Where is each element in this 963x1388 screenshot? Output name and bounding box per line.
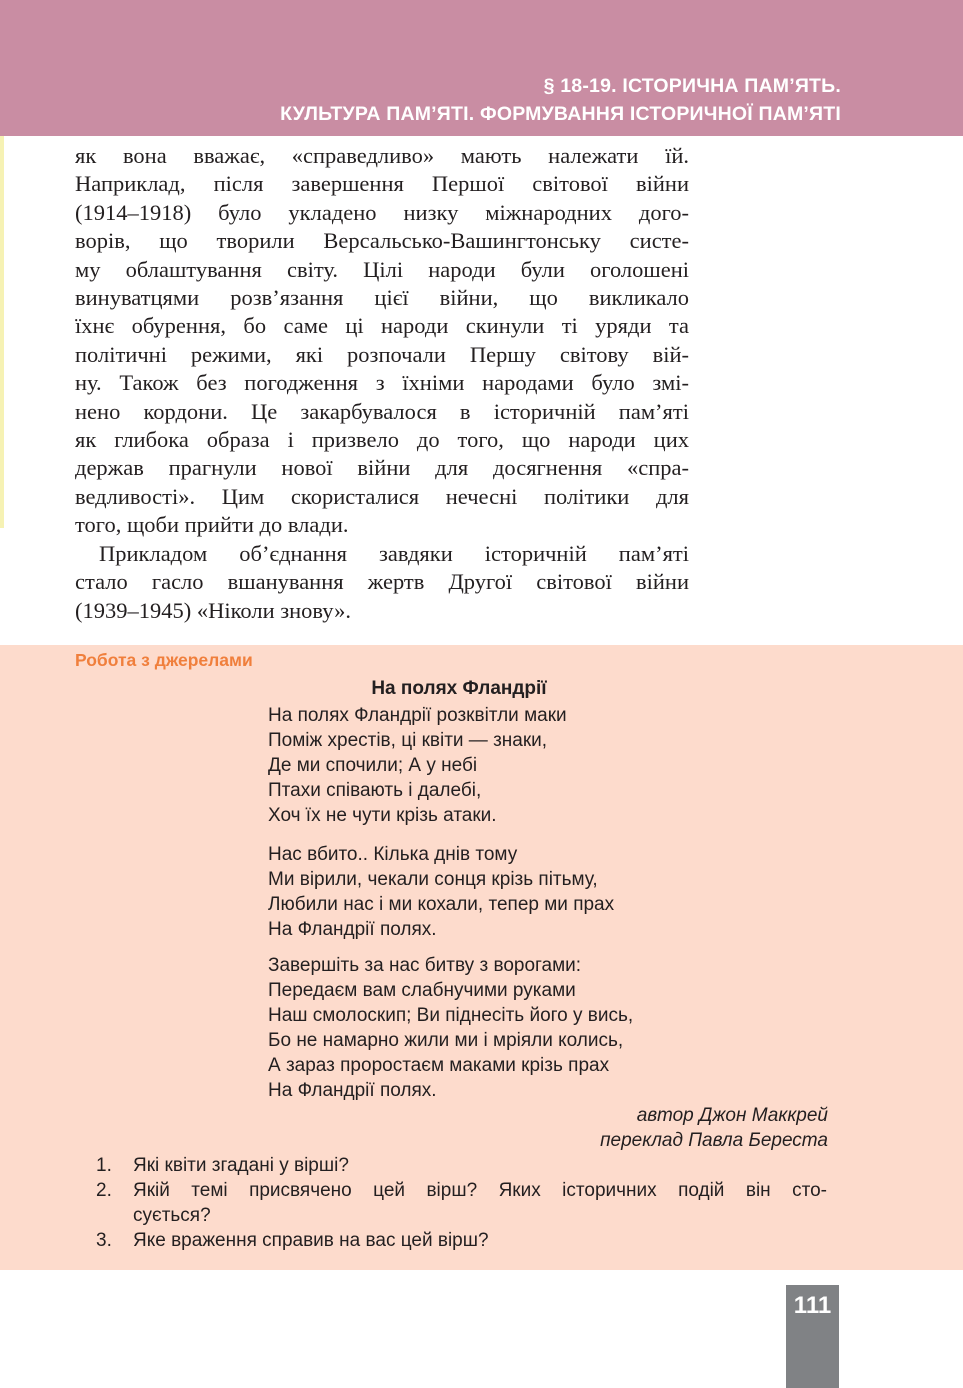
poem-stanza-2 (268, 842, 614, 942)
question-line: Які квіти згадані у вірші? (133, 1155, 349, 1176)
poem-line: Бо не намарно жили ми і мріяли колись, (268, 1030, 624, 1051)
poem-translator: переклад Павла Береста (600, 1130, 828, 1151)
poem-author: автор Джон Маккрей (636, 1105, 828, 1126)
poem-line: На Фландрії полях. (268, 919, 437, 940)
poem-line: На Фландрії полях. (268, 1080, 437, 1101)
page-number: 111 (793, 1292, 832, 1319)
section-title-line-1: § 18-19. ІСТОРИЧНА ПАМ’ЯТЬ. (543, 75, 841, 97)
text-line: винуватцями розв’язання цієї війни, що викликало (75, 285, 689, 311)
poem-stanza-1 (268, 703, 567, 828)
text-line: Наприклад, після завершення Першої світової війни (75, 171, 689, 197)
poem-line: Поміж хрестів, ці квіти — знаки, (268, 730, 548, 751)
text-line: (1914–1918) було укладено низку міжнародних дого- (75, 199, 689, 225)
question-line: сується? (133, 1205, 211, 1226)
question-line: Яке враження справив на вас цей вірш? (133, 1230, 489, 1251)
question-line: Якій темі присвячено цей вірш? Яких історичних подій він сто- (133, 1180, 827, 1201)
poem-line: Любили нас і ми кохали, тепер ми прах (268, 894, 615, 915)
text-line: му облаштування світу. Цілі народи були оголошені (75, 256, 689, 282)
poem-line: Ми вірили, чекали сонця крізь пітьму, (268, 869, 598, 890)
poem-line: А зараз проростаєм маками крізь прах (268, 1055, 610, 1076)
text-line: ведливості». Цим скористалися нечесні політики для (75, 483, 689, 509)
question-item (96, 1228, 827, 1253)
text-line: їхнє обурення, бо саме ці народи скинули ті уряди та (75, 313, 689, 339)
question-item (96, 1178, 827, 1228)
text-line: (1939–1945) «Ніколи знову». (75, 597, 351, 623)
poem-title: На полях Фландрії (371, 678, 547, 699)
question-text (133, 1153, 827, 1178)
text-line: Прикладом об’єднання завдяки історичній пам’яті (99, 540, 689, 566)
text-line: стало гасло вшанування жертв Другої світової війни (75, 569, 689, 595)
text-line: держав прагнули нової війни для досягнення «спра- (75, 455, 689, 481)
margin-accent-bar (0, 136, 4, 528)
question-text (133, 1228, 827, 1253)
section-title-line-2: КУЛЬТУРА ПАМ’ЯТІ. ФОРМУВАННЯ ІСТОРИЧНОЇ ПАМ’ЯТІ (280, 103, 841, 125)
text-line: нено кордони. Це закарбувалося в історичній пам’яті (75, 398, 689, 424)
text-line: політичні режими, які розпочали Першу світову вій- (75, 341, 689, 367)
poem-line: Нас вбито.. Кілька днів тому (268, 844, 518, 865)
text-line: ворів, що творили Версальсько-Вашингтонську систе- (75, 228, 689, 254)
question-text (133, 1178, 827, 1228)
poem-line: Наш смолоскип; Ви піднесіть його у вись, (268, 1005, 634, 1026)
questions-list (96, 1153, 827, 1253)
poem-line: Завершіть за нас битву з ворогами: (268, 955, 582, 976)
main-text (75, 142, 689, 625)
question-number: 3. (96, 1230, 112, 1251)
text-line: як глибока образа і призвело до того, що народи цих (75, 427, 689, 453)
sources-heading: Робота з джерелами (75, 650, 253, 670)
poem-line: Хоч їх не чути крізь атаки. (268, 805, 497, 826)
poem-line: На полях Фландрії розквітли маки (268, 705, 567, 726)
question-item (96, 1153, 827, 1178)
text-line: як вона вважає, «справедливо» мають належати їй. (75, 143, 689, 168)
question-number: 2. (96, 1180, 112, 1201)
poem-line: Де ми спочили; А у небі (268, 755, 478, 776)
question-number: 1. (96, 1155, 112, 1176)
poem-stanza-3 (268, 953, 633, 1103)
poem-line: Передаєм вам слабнучими руками (268, 980, 576, 1001)
poem-line: Птахи співають і далебі, (268, 780, 482, 801)
text-line: ну. Також без погодження з їхніми народами було змі- (75, 370, 689, 396)
text-line: того, щоби прийти до влади. (75, 512, 349, 538)
